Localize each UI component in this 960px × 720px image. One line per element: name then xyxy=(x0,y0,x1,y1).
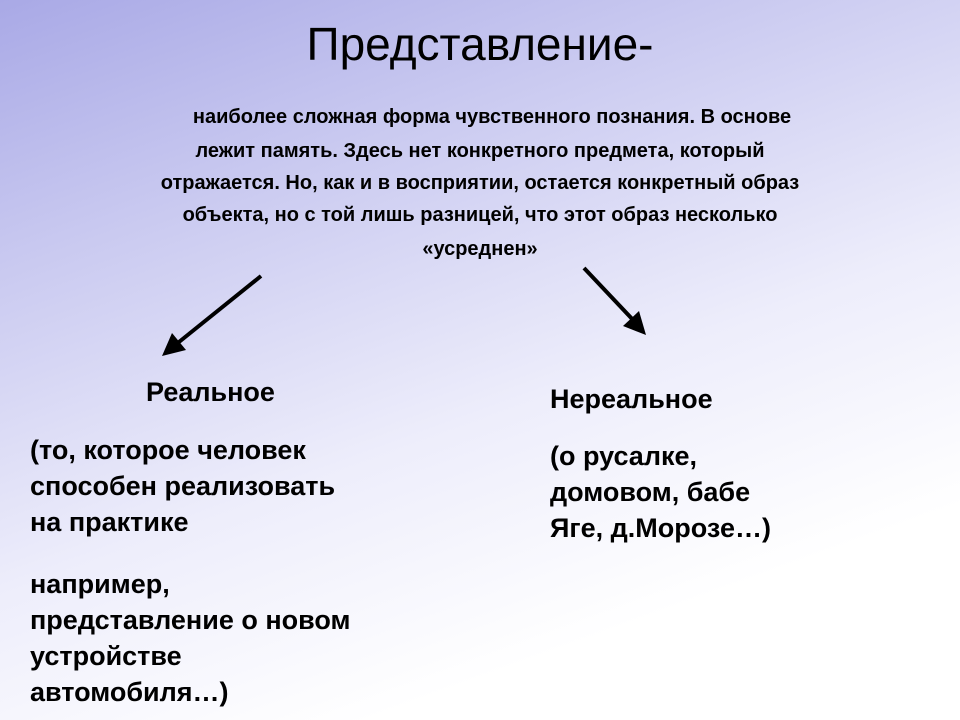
unreal-description-line: домовом, бабе xyxy=(550,477,751,507)
definition-line: объекта, но с той лишь разницей, что этот образ несколько xyxy=(182,204,778,226)
definition-line: отражается. Но, как и в восприятии, остается конкретный образ xyxy=(160,172,800,194)
real-example-line: представление о новом xyxy=(30,605,351,635)
real-example-line: устройстве xyxy=(30,641,182,671)
real-example-line: например, xyxy=(30,569,170,599)
definition-line: лежит память. Здесь нет конкретного предмета, который xyxy=(195,140,765,162)
unreal-description-line: (о русалке, xyxy=(550,441,698,471)
arrow-right-icon xyxy=(584,268,646,335)
real-heading: Реальное xyxy=(146,377,275,407)
real-description-line: на практике xyxy=(30,507,189,537)
unreal-description xyxy=(550,438,771,546)
real-description-line: (то, которое человек xyxy=(30,435,306,465)
real-example xyxy=(30,566,350,710)
real-description-line: способен реализовать xyxy=(30,471,336,501)
slide-title: Представление- xyxy=(306,18,654,70)
unreal-heading: Нереальное xyxy=(550,384,713,414)
definition-line: наиболее сложная форма чувственного познания. В основе xyxy=(192,106,792,128)
definition-line: «усреднен» xyxy=(422,238,538,260)
real-description xyxy=(30,432,335,540)
unreal-description-line: Яге, д.Морозе…) xyxy=(550,513,771,543)
arrow-left-icon xyxy=(162,276,261,356)
real-example-line: автомобиля…) xyxy=(30,677,229,707)
